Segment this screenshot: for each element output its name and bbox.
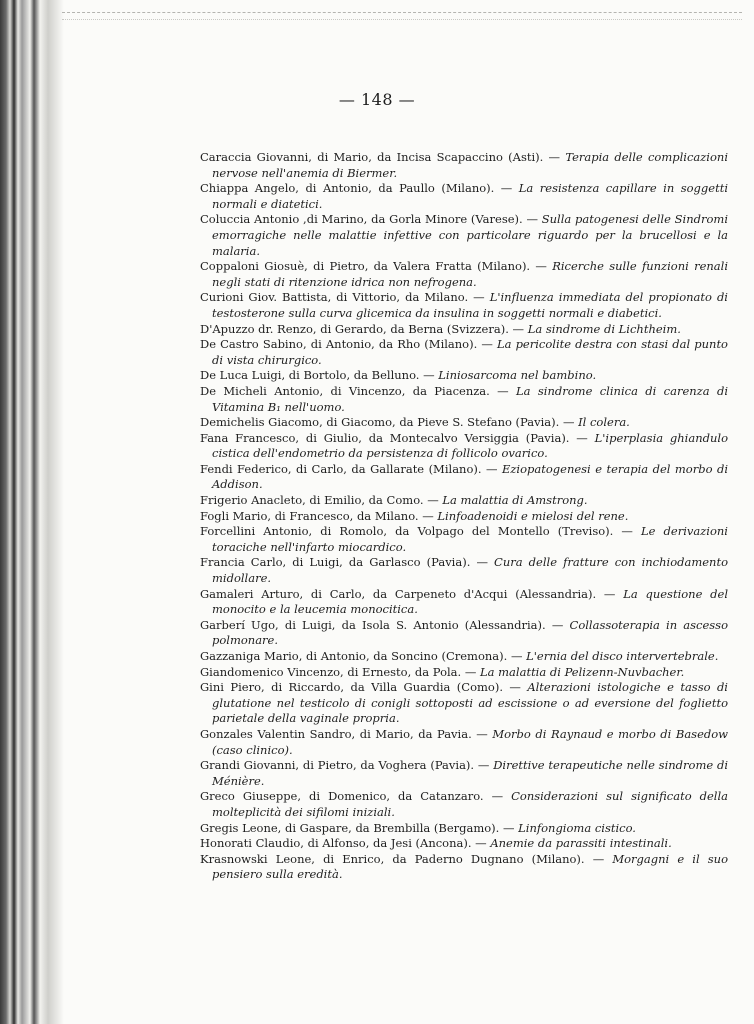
- entry-title: Eziopatogenesi e terapia del morbo di Addison.: [212, 461, 728, 492]
- entry-title: Ricerche sulle funzioni renali negli stati di ritenzione idrica non nefrogena.: [212, 259, 729, 289]
- entry-author: Fogli Mario, di Francesco, da Milano. —: [200, 508, 434, 523]
- entry-author: D'Apuzzo dr. Renzo, di Gerardo, da Berna (Svizzera). —: [200, 321, 525, 336]
- entry-author: Gazzaniga Mario, di Antonio, da Soncino (Cremona). —: [200, 649, 523, 663]
- entry-title: Alterazioni istologiche e tasso di glutatione nel testicolo di conigli sottoposti ad escissione o ad eversione del foglietto parietale della vaginale propria.: [212, 680, 728, 726]
- entry-author: Honorati Claudio, di Alfonso, da Jesi (Ancona). —: [200, 836, 487, 851]
- thesis-list: [200, 150, 728, 883]
- entry-title: Cura delle fratture con inchiodamento midollare.: [212, 555, 729, 586]
- entry-title: Collassoterapia in ascesso polmonare.: [212, 617, 728, 648]
- list-item: [200, 462, 728, 493]
- list-item: [200, 337, 728, 368]
- page-number: — 148 —: [338, 90, 416, 109]
- list-item: [200, 852, 728, 883]
- list-item: [200, 415, 728, 431]
- entry-title: Le derivazioni toraciche nell'infarto miocardico.: [212, 524, 728, 554]
- entry-author: Grandi Giovanni, di Pietro, da Voghera (Pavia). —: [200, 758, 490, 773]
- list-item: [200, 649, 728, 665]
- entry-author: Gini Piero, di Riccardo, da Villa Guardia (Como). —: [200, 680, 521, 695]
- entry-title: Il colera.: [578, 415, 630, 430]
- list-item: [200, 789, 728, 820]
- entry-title: L'ernia del disco intervertebrale.: [526, 649, 719, 663]
- entry-title: La sindrome di Lichtheim.: [527, 321, 681, 336]
- entry-author: Chiappa Angelo, di Antonio, da Paullo (Milano). —: [200, 181, 513, 196]
- entry-title: La pericolite destra con stasi dal punto di vista chirurgico.: [212, 337, 728, 367]
- list-item: [200, 290, 728, 321]
- list-item: [200, 618, 728, 649]
- entry-title: Linfoadenoidi e mielosi del rene.: [437, 508, 629, 523]
- entry-title: Direttive terapeutiche nelle sindrome di Ménière.: [212, 758, 729, 788]
- list-item: [200, 665, 728, 681]
- entry-author: Krasnowski Leone, di Enrico, da Paderno Dugnano (Milano). —: [200, 851, 605, 866]
- entry-title: Considerazioni sul significato della molteplicità dei sifilomi iniziali.: [212, 789, 728, 819]
- entry-title: La resistenza capillare in soggetti normali e diatetici.: [212, 181, 729, 211]
- page-top-rule: [62, 12, 742, 20]
- entry-author: Francia Carlo, di Luigi, da Garlasco (Pavia). —: [200, 555, 488, 570]
- entry-title: La malattia di Pelizenn-Nuvbacher.: [480, 664, 685, 679]
- entry-author: Demichelis Giacomo, di Giacomo, da Pieve S. Stefano (Pavia). —: [200, 415, 575, 430]
- entry-title: Terapia delle complicazioni nervose nell'anemia di Biermer.: [212, 150, 728, 180]
- entry-author: De Luca Luigi, di Bortolo, da Belluno. —: [200, 368, 435, 383]
- list-item: [200, 384, 728, 415]
- entry-title: L'influenza immediata del propionato di testosterone sulla curva glicemica da insulina in soggetti normali e diabetici.: [212, 290, 728, 320]
- book-binding-edge: [0, 0, 64, 1024]
- entry-author: Garberí Ugo, di Luigi, da Isola S. Antonio (Alessandria). —: [200, 617, 564, 632]
- entry-title: Linfongioma cistico.: [518, 820, 636, 835]
- list-item: [200, 150, 728, 181]
- entry-author: Gregis Leone, di Gaspare, da Brembilla (Bergamo). —: [200, 820, 515, 835]
- list-item: [200, 181, 728, 212]
- entry-author: Gonzales Valentin Sandro, di Mario, da Pavia. —: [200, 726, 488, 741]
- list-item: [200, 758, 728, 789]
- entry-author: De Micheli Antonio, di Vincenzo, da Piacenza. —: [200, 383, 509, 398]
- entry-title: La questione del monocito e la leucemia monocitica.: [212, 586, 729, 617]
- entry-author: De Castro Sabino, di Antonio, da Rho (Milano). —: [200, 337, 493, 352]
- entry-author: Gamaleri Arturo, di Carlo, da Carpeneto d'Acqui (Alessandria). —: [200, 586, 616, 601]
- entry-author: Curioni Giov. Battista, di Vittorio, da Milano. —: [200, 290, 485, 305]
- list-item: [200, 680, 728, 727]
- entry-author: Fana Francesco, di Giulio, da Montecalvo Versiggia (Pavia). —: [200, 430, 588, 445]
- entry-author: Frigerio Anacleto, di Emilio, da Como. —: [200, 493, 439, 508]
- list-item: [200, 431, 728, 462]
- list-item: [200, 587, 728, 618]
- list-item: [200, 368, 728, 384]
- entry-author: Giandomenico Vincenzo, di Ernesto, da Pola. —: [200, 664, 477, 679]
- list-item: [200, 836, 728, 852]
- entry-title: Morgagni e il suo pensiero sulla eredità.: [212, 851, 728, 882]
- entry-author: Coluccia Antonio ,di Marino, da Gorla Minore (Varese). —: [200, 212, 538, 227]
- list-item: [200, 821, 728, 837]
- list-item: [200, 212, 728, 259]
- entry-title: La malattia di Amstrong.: [442, 493, 588, 508]
- entry-title: La sindrome clinica di carenza di Vitamina B₁ nell'uomo.: [212, 383, 729, 414]
- list-item: [200, 322, 728, 338]
- entry-title: Anemie da parassiti intestinali.: [490, 836, 672, 851]
- list-item: [200, 524, 728, 555]
- entry-author: Forcellini Antonio, di Romolo, da Volpago del Montello (Treviso). —: [200, 524, 633, 539]
- entry-title: L'iperplasia ghiandulo cistica dell'endometrio da persistenza di follicolo ovarico.: [212, 430, 728, 461]
- entry-title: Sulla patogenesi delle Sindromi emorragiche nelle malattie infettive con particolare riguardo per la brucellosi e la malaria.: [212, 212, 729, 258]
- entry-author: Greco Giuseppe, di Domenico, da Catanzaro. —: [200, 789, 504, 804]
- entry-author: Fendi Federico, di Carlo, da Gallarate (Milano). —: [200, 461, 498, 476]
- entry-title: Liniosarcoma nel bambino.: [438, 368, 597, 383]
- list-item: [200, 493, 728, 509]
- list-item: [200, 259, 728, 290]
- entry-author: Caraccia Giovanni, di Mario, da Incisa Scapaccino (Asti). —: [200, 150, 561, 164]
- list-item: [200, 509, 728, 525]
- list-item: [200, 727, 728, 758]
- entry-author: Coppaloni Giosuè, di Pietro, da Valera Fratta (Milano). —: [200, 259, 547, 274]
- list-item: [200, 555, 728, 586]
- entry-title: Morbo di Raynaud e morbo di Basedow (caso clinico).: [212, 726, 729, 757]
